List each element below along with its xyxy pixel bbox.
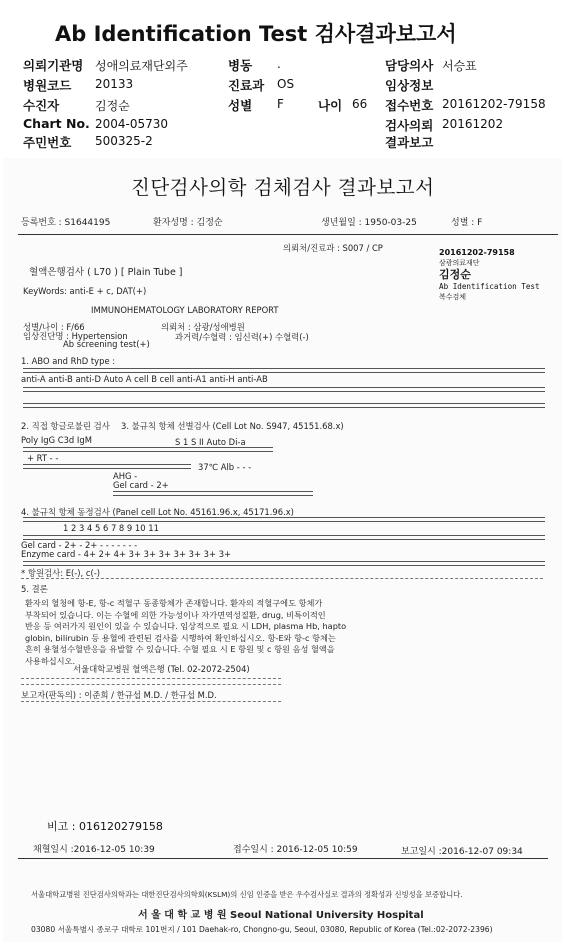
label-accession: 20161202-79158 <box>439 248 515 257</box>
header-value: 김정순 <box>95 99 130 113</box>
header-label: 성별 <box>228 98 253 113</box>
label-note: 복수검체 <box>439 293 467 301</box>
conclusion-line: 사용하십시오. <box>25 655 76 666</box>
header-label: 접수번호 <box>385 98 434 113</box>
header-value: . <box>277 57 281 71</box>
screen-alb: 37℃ Alb - - - <box>198 462 252 472</box>
header-label: 임상정보 <box>385 78 434 93</box>
test-name: 혈액은행검사 ( L70 ) [ Plain Tube ] <box>29 267 183 278</box>
header-label: 수진자 <box>23 98 60 113</box>
header-value: 20133 <box>95 77 134 91</box>
sex-age: 성별/나이 : F/66 <box>23 322 85 332</box>
header-value: 20161202-79158 <box>442 97 546 111</box>
section-3-title: 3. 불규칙 항체 선별검사 (Cell Lot No. S947, 45151.68.x) <box>121 421 344 431</box>
antigen-note: * 항원검사: E(-), c(-) <box>21 568 101 578</box>
header-label: 병원코드 <box>23 78 72 93</box>
header-label: Chart No. <box>23 116 90 131</box>
panel-gel: Gel card - 2+ - 2+ - - - - - - - <box>21 540 138 550</box>
header-label: 검사의뢰 <box>385 118 434 133</box>
header-label: 결과보고 <box>385 135 434 150</box>
screen-ahg: AHG - <box>113 471 138 481</box>
header-label: 담당의사 <box>385 58 434 73</box>
section-4-title: 4. 불규칙 항체 동정검사 (Panel cell Lot No. 45161.96.x, 45171.96.x) <box>21 507 294 517</box>
certification-note: 서울대학교병원 진단검사의학과는 대한진단검사의학회(KSLM)의 신임 인증을 받은 우수검사실로 결과의 정확성과 신빙성을 보증합니다. <box>31 890 463 899</box>
header-value: 성애의료재단외주 <box>95 59 188 73</box>
screen-columns: S 1 S II Auto Di-a <box>175 437 246 447</box>
header-label: 주민번호 <box>23 135 72 150</box>
dat-columns: Poly IgG C3d IgM <box>21 435 92 445</box>
lab-report-heading: IMMUNOHEMATOLOGY LABORATORY REPORT <box>91 305 279 315</box>
header-label: 진료과 <box>228 78 265 93</box>
header-value: 서승표 <box>442 59 477 73</box>
header-value: F <box>277 97 284 111</box>
sex: 성별 : F <box>451 218 483 228</box>
conclusion-line: 환자의 혈청에 항-E, 항-c 적혈구 동종항체가 존재합니다. 환자의 적혈구에도 항체가 <box>25 598 323 608</box>
referral-institution: 의뢰처 : 삼광/성애병원 <box>161 322 245 332</box>
screen-gel: Gel card - 2+ <box>113 480 169 490</box>
birth-date: 생년월일 : 1950-03-25 <box>321 218 417 228</box>
reporter: 보고자(판독의) : 이준희 / 한규섭 M.D. / 한규섭 M.D. <box>21 690 217 700</box>
scan-title: 진단검사의학 검체검사 결과보고서 <box>131 176 435 199</box>
conclusion-line: 흔히 용혈성수혈반응을 유발할 수 있습니다. 수혈 필요 시 E 항원 및 c 항원 음성 혈액을 <box>25 644 335 655</box>
conclusion-text <box>25 598 346 668</box>
clinical-diagnosis: 임상진단명 : Hypertension <box>23 331 128 341</box>
dat-values: + RT - - <box>27 453 59 463</box>
screening-result: Ab screening test(+) <box>63 339 150 349</box>
scanned-report <box>3 158 562 942</box>
transfusion-history: 과거력/수혈력 : 임신력(+) 수혈력(-) <box>175 332 309 342</box>
header-label: 병동 <box>228 58 253 73</box>
hospital-name: 서 울 대 학 교 병 원 Seoul National University Hospital <box>138 910 424 921</box>
conclusion-line: 반응 등 여러가지 원인이 있을 수 있습니다. 임상적으로 필요 시 LDH, plasma Hb, hapto <box>25 621 347 632</box>
report-title: Ab Identification Test 검사결과보고서 <box>55 22 457 46</box>
patient-name: 환자성명 : 김정순 <box>153 218 223 228</box>
abo-columns: anti-A anti-B anti-D Auto A cell B cell anti-A1 anti-H anti-AB <box>21 374 268 384</box>
header-value: 2004-05730 <box>95 117 169 131</box>
remark: 비고 : 016120279158 <box>47 820 163 833</box>
header-value: OS <box>277 77 295 91</box>
received-time: 접수일시 : 2016-12-05 10:59 <box>233 845 358 855</box>
collected-time: 채혈일시 :2016-12-05 10:39 <box>33 845 155 855</box>
label-test: Ab Identification Test <box>439 282 540 291</box>
header-label: 나이 <box>318 98 343 113</box>
panel-columns: 1 2 3 4 5 6 7 8 9 10 11 <box>63 523 159 533</box>
keywords: KeyWords: anti-E + c, DAT(+) <box>23 286 147 296</box>
header-label: 의뢰기관명 <box>23 58 84 73</box>
ordering-dept: 의뢰처/진료과 : S007 / CP <box>283 243 383 253</box>
reported-time: 보고일시 :2016-12-07 09:34 <box>401 847 523 857</box>
header-value: 500325-2 <box>95 134 153 148</box>
registration-number: 등록번호 : S1644195 <box>21 218 111 228</box>
label-institution: 삼광의료재단 <box>439 259 480 267</box>
hospital-address: 03080 서울특별시 종로구 대학로 101번지 / 101 Daehak-ro, Chongno-gu, Seoul, 03080, Republic of Korea (Tel.:02-2072-2396) <box>31 925 493 934</box>
conclusion-line: globin, bilirubin 등 용혈에 관련된 검사를 시행하여 확인하십시오. 항-E와 항-c 항체는 <box>25 632 336 643</box>
conclusion-line: 부착되어 있습니다. 이는 수혈에 의한 가능성이나 자가면역성질환, drug, 비특이적인 <box>25 609 326 620</box>
signoff: 서울대학교병원 혈액은행 (Tel. 02-2072-2504) <box>73 664 250 674</box>
label-patient: 김정순 <box>439 268 471 281</box>
section-2-title: 2. 직접 항글로불린 검사 <box>21 421 110 431</box>
section-5-title: 5. 결론 <box>21 584 48 594</box>
section-1-title: 1. ABO and RhD type : <box>21 356 116 366</box>
panel-enzyme: Enzyme card - 4+ 2+ 4+ 3+ 3+ 3+ 3+ 3+ 3+ 3+ <box>21 549 232 559</box>
header-value: 20161202 <box>442 117 504 131</box>
header-value: 66 <box>352 97 368 111</box>
